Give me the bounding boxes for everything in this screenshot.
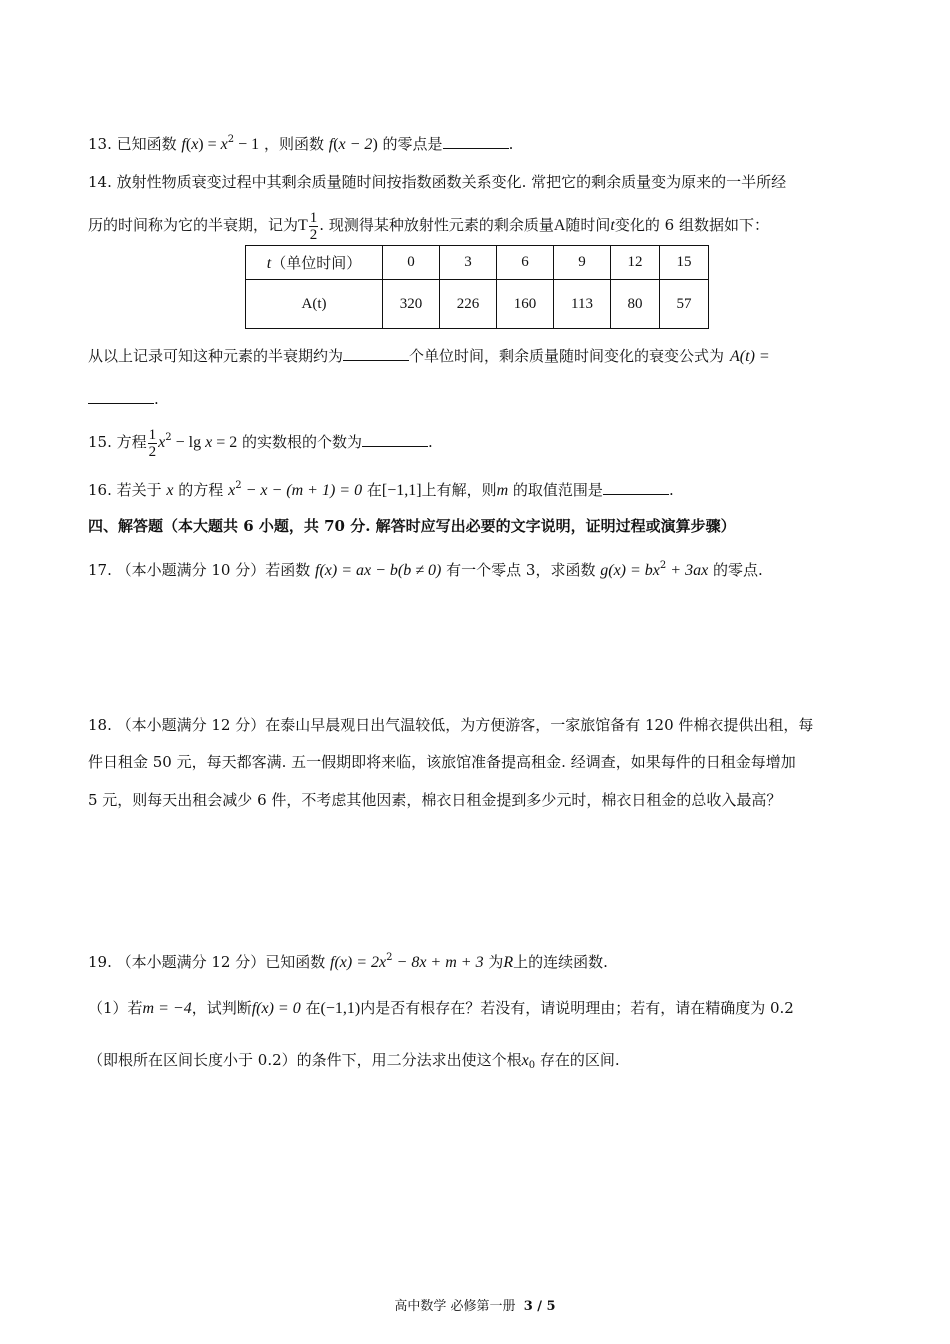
q13-x: x xyxy=(191,136,199,153)
question-15 xyxy=(88,422,433,460)
q15-exp: 2 xyxy=(165,432,172,443)
q13-rhs-var: x xyxy=(220,136,228,153)
question-14-line4 xyxy=(88,389,159,409)
q19-p2-x: x xyxy=(521,1052,529,1069)
q17-mid: 有一个零点 3，求函数 xyxy=(446,561,596,579)
q19-prefix: 19. （本小题满分 12 分）已知函数 xyxy=(88,953,326,971)
q13-answer-blank[interactable] xyxy=(443,134,509,149)
q17-g-rest: + 3ax xyxy=(666,562,709,579)
question-13: 13. 已知函数 $f(x) = x^2 - 1$ ，则函数 f(x − 2) 的零点是 . xyxy=(88,134,514,153)
q13-func2: f xyxy=(328,136,334,153)
q16-interval: [−1,1] xyxy=(381,482,422,499)
q13-end: . xyxy=(508,135,514,153)
question-14-line2 xyxy=(88,209,769,243)
page-footer xyxy=(0,1295,950,1314)
q15-prefix: 15. 方程 xyxy=(88,433,147,451)
section-4-title: 四、解答题（本大题共 6 小题，共 70 分. 解答时应写出必要的文字说明，证明过程或演算步骤） xyxy=(88,517,736,535)
q15-x2: x xyxy=(205,434,213,451)
q19-p2-sub: 0 xyxy=(528,1060,536,1071)
q13-arg2: x − 2 xyxy=(338,136,373,153)
q13-suffix: 的零点是 xyxy=(382,135,443,153)
q14-half-fraction: $\frac{1}{2}$ xyxy=(309,209,318,243)
q16-answer-blank[interactable] xyxy=(603,480,669,495)
q15-eq: = 2 xyxy=(212,434,238,451)
q16-mid: 的方程 xyxy=(178,481,224,499)
q14-line4-end: . xyxy=(154,390,159,408)
q14-line2-a: 历的时间称为它的半衰期，记为 xyxy=(88,216,299,234)
question-16 xyxy=(88,476,674,501)
q19-p1-int: (−1,1) xyxy=(320,1000,361,1017)
q13-func: f xyxy=(181,136,186,153)
q16-prefix: 16. 若关于 xyxy=(88,481,162,499)
table-cell: 226 xyxy=(440,280,497,329)
q17-f-expr: f(x) = ax − b(b ≠ 0) xyxy=(315,562,442,579)
q13-rhs-rest: − 1 xyxy=(234,136,260,153)
q14-A: A xyxy=(553,217,566,234)
q13-rhs-exp: 2 xyxy=(227,134,235,145)
q19-p1-c: 在 xyxy=(305,999,321,1017)
q13-mid: ，则函数 xyxy=(263,135,324,153)
q16-eq-lhs: x xyxy=(228,482,236,499)
q16-in: 在 xyxy=(366,481,382,499)
table-cell: 80 xyxy=(611,280,660,329)
q14-line2-b: . 现测得某种放射性元素的剩余质量 xyxy=(319,216,554,234)
q15-suffix: 的实数根的个数为 xyxy=(242,433,363,451)
q15-rest: − lg xyxy=(171,434,206,451)
question-17 xyxy=(88,556,763,581)
q15-x: x xyxy=(158,434,166,451)
footer-text: 高中数学 必修第一册 xyxy=(394,1299,516,1314)
q14-halflife-blank[interactable] xyxy=(343,346,409,361)
q14-line2-d: 变化的 6 组数据如下： xyxy=(614,216,769,234)
question-19 xyxy=(88,948,608,973)
q14-T: T xyxy=(298,217,308,234)
q16-eq-rest: − x − (m + 1) = 0 xyxy=(241,482,363,499)
q16-exp: 2 xyxy=(235,480,242,491)
q19-p1-b: ，试判断 xyxy=(191,999,252,1017)
q14-line2-c: 随时间 xyxy=(565,216,611,234)
q13-rp: ) xyxy=(198,136,204,153)
table-cell: 57 xyxy=(660,280,709,329)
table-cell: 9 xyxy=(554,246,611,280)
table-cell: 0 xyxy=(383,246,440,280)
q14-formula-blank[interactable] xyxy=(88,389,154,404)
q13-lp: ( xyxy=(185,136,192,153)
question-18-line3: 5 元，则每天出租会减少 6 件，不考虑其他因素，棉衣日租金提到多少元时，棉衣日租金的总收入最高？ xyxy=(88,791,782,809)
decay-data-table xyxy=(245,245,709,329)
q19-p1-f: f(x) = 0 xyxy=(251,1000,301,1017)
q19-f-expr: f(x) = 2x xyxy=(330,954,387,971)
q19-f-exp: 2 xyxy=(386,952,393,963)
table-header-mass: A(t) xyxy=(246,280,383,329)
question-14-line3 xyxy=(88,346,770,367)
question-19-part1-cont xyxy=(88,1050,620,1076)
table-cell: 6 xyxy=(497,246,554,280)
q19-p2-a: （即根所在区间长度小于 0.2）的条件下，用二分法求出使这个根 xyxy=(88,1051,522,1069)
q13-eq: = xyxy=(203,136,221,153)
q19-mid: 为 xyxy=(488,953,504,971)
q13-prefix: 13. 已知函数 xyxy=(88,135,177,153)
q16-mid2: 上有解，则 xyxy=(421,481,497,499)
table-cell: 113 xyxy=(554,280,611,329)
page-number: 3 / 5 xyxy=(523,1299,556,1314)
q15-end: . xyxy=(428,433,433,451)
question-18-line2: 件日租金 50 元，每天都客满. 五一假期即将来临，该旅馆准备提高租金. 经调查，如果每件的日租金每增加 xyxy=(88,753,796,771)
q15-answer-blank[interactable] xyxy=(362,432,428,447)
q17-suffix: 的零点. xyxy=(712,561,763,579)
table-cell: 3 xyxy=(440,246,497,280)
q17-g-expr: g(x) = bx xyxy=(600,562,660,579)
q16-end: . xyxy=(668,481,674,499)
question-14-line1: 14. 放射性物质衰变过程中其剩余质量随时间按指数函数关系变化. 常把它的剩余质量变为原来的一半所经 xyxy=(88,173,787,191)
q14-line3-a: 从以上记录可知这种元素的半衰期约为 xyxy=(88,347,344,365)
question-18-line1: 18. （本小题满分 12 分）在泰山早晨观日出气温较低，为方便游客，一家旅馆备有 120 件棉衣提供出租，每 xyxy=(88,716,814,734)
q19-p1-d: 内是否有根存在？若没有，请说明理由；若有，请在精确度为 0.2 xyxy=(360,999,794,1017)
q19-f-rest: − 8x + m + 3 xyxy=(392,954,484,971)
table-row-mass xyxy=(246,280,709,329)
question-19-part1 xyxy=(88,998,794,1019)
q15-fraction: $\frac{1}{2}$ xyxy=(148,426,157,460)
q16-m: m xyxy=(496,482,509,499)
table-cell: 160 xyxy=(497,280,554,329)
table-header-time: t（单位时间） xyxy=(246,246,383,280)
q14-formula-label: A(t) = xyxy=(730,348,770,365)
q19-R: R xyxy=(503,954,514,971)
q14-t: t xyxy=(610,217,615,234)
table-cell: 15 xyxy=(660,246,709,280)
q19-p2-b: 存在的区间. xyxy=(539,1051,620,1069)
q17-prefix: 17. （本小题满分 10 分）若函数 xyxy=(88,561,311,579)
q17-g-exp: 2 xyxy=(659,560,667,571)
q16-suffix: 的取值范围是 xyxy=(512,481,603,499)
q14-line3-b: 个单位时间，剩余质量随时间变化的衰变公式为 xyxy=(409,347,725,365)
table-cell: 12 xyxy=(611,246,660,280)
q19-p1-m: m = −4 xyxy=(142,1000,192,1017)
table-row-time xyxy=(246,246,709,280)
q19-suffix: 上的连续函数. xyxy=(513,953,608,971)
q19-p1-a: （1）若 xyxy=(88,999,143,1017)
table-cell: 320 xyxy=(383,280,440,329)
q16-x: x xyxy=(166,482,174,499)
